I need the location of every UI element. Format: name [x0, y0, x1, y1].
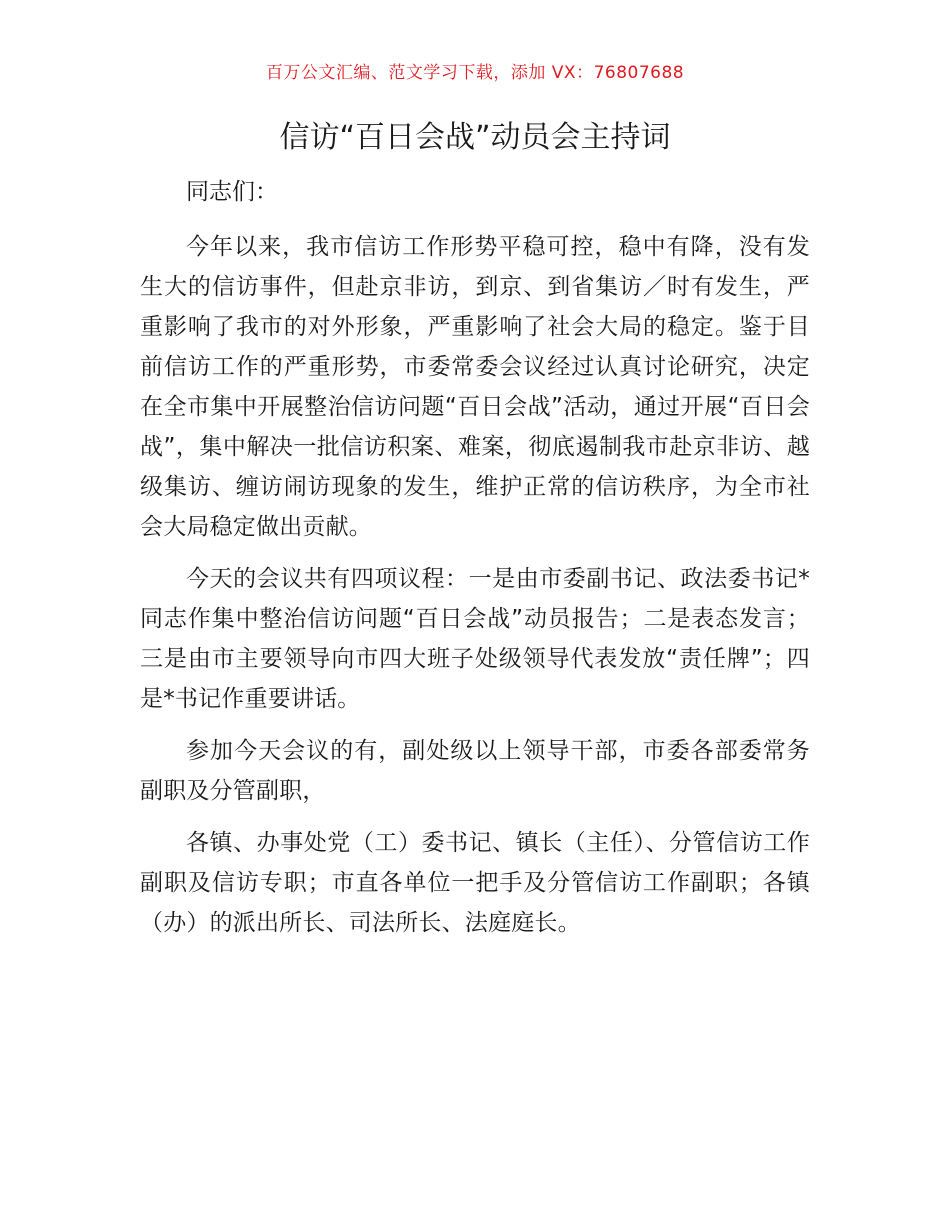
paragraph-attendees: 参加今天会议的有，副处级以上领导干部，市委各部委常务副职及分管副职，: [140, 738, 810, 804]
document-title: 信访“百日会战”动员会主持词: [279, 120, 671, 155]
paragraph-attendees-continued: 各镇、办事处党（工）委书记、镇长（主任）、分管信访工作副职及信访专职；市直各单位一把手及分管信访工作副职；各镇（办）的派出所长、司法所长、法庭庭长。: [140, 830, 810, 936]
salutation: 同志们：: [186, 179, 278, 205]
paragraph-overview: 今年以来，我市信访工作形势平稳可控，稳中有降，没有发生大的信访事件，但赴京非访，到京、到省集访／时有发生，严重影响了我市的对外形象，严重影响了社会大局的稳定。鉴于目前信访工作的严重形势，市委常委会议经过认真讨论研究，决定在全市集中开展整治信访问题“百日会战”活动，通过开展“百日会战”，集中解决一批信访积案、难案，彻底遏制我市赴京非访、越级集访、缠访闹访现象的发生，维护正常的信访秩序，为全市社会大局稳定做出贡献。: [140, 234, 810, 540]
header-banner: 百万公文汇编、范文学习下载，添加 VX：76807688: [265, 63, 685, 83]
paragraph-agenda: 今天的会议共有四项议程：一是由市委副书记、政法委书记*同志作集中整治信访问题“百日会战”动员报告；二是表态发言；三是由市主要领导向市四大班子处级领导代表发放“责任牌”；四是*书记作重要讲话。: [140, 566, 810, 712]
document-body: [140, 172, 810, 955]
